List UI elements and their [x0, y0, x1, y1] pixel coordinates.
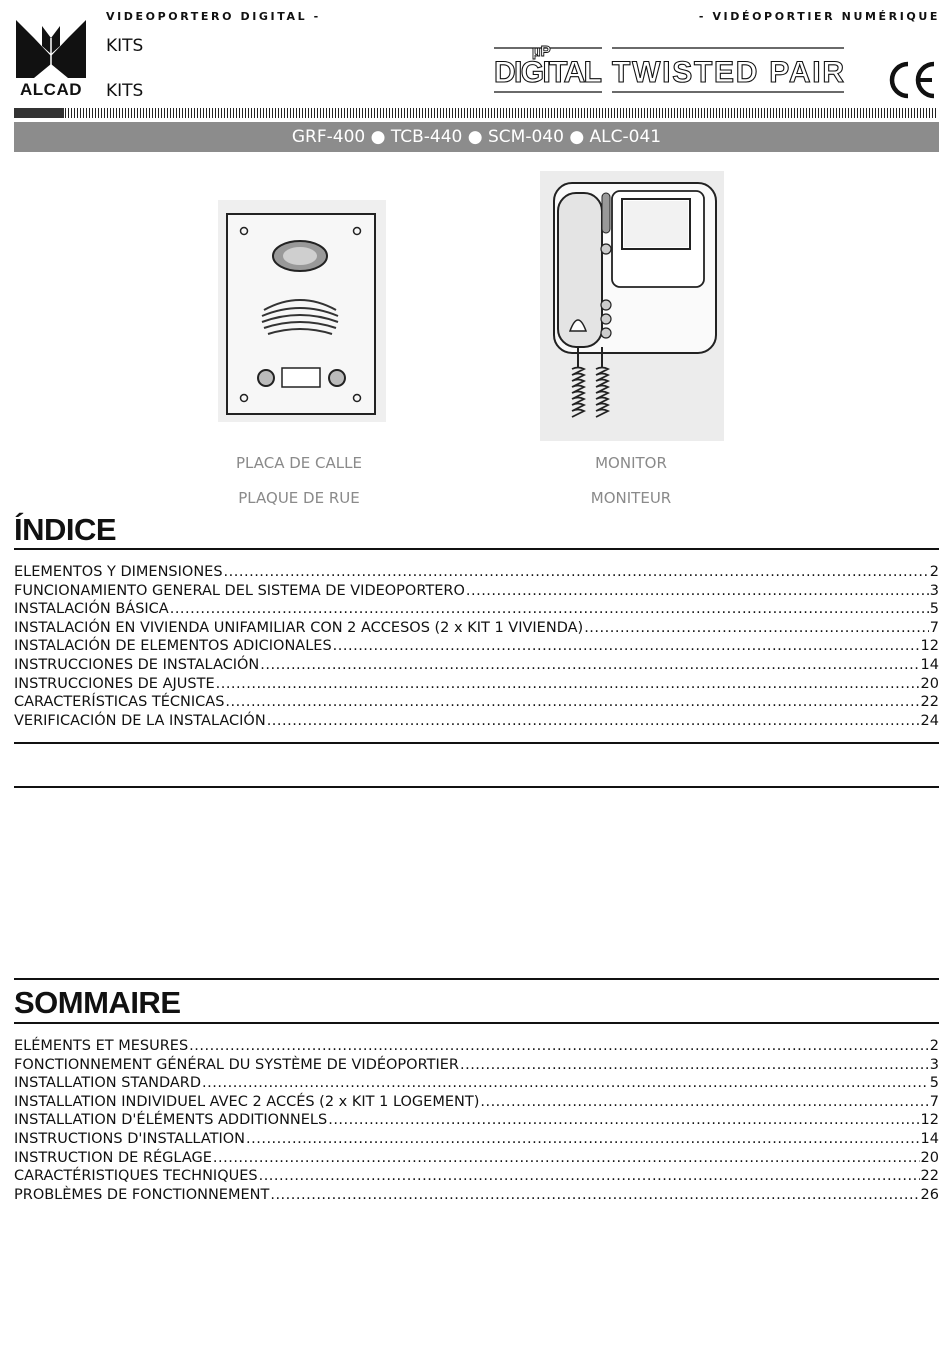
toc-fr-entry — [14, 1037, 939, 1056]
header-rule — [14, 108, 938, 118]
toc-entry-title: INSTRUCTIONS D'INSTALLATION — [14, 1130, 246, 1147]
toc-entry-page: 3 — [929, 1056, 939, 1073]
toc-entry-title: ELEMENTOS Y DIMENSIONES — [14, 564, 223, 580]
header-title-fr: - VIDÉOPORTIER NUMÉRIQUE — [698, 10, 940, 23]
ce-mark — [886, 58, 938, 102]
toc-entry-title: INSTRUCTION DE RÉGLAGE — [14, 1149, 212, 1166]
toc-es-entry — [14, 712, 939, 731]
alcad-logo-text: ALCAD — [20, 80, 82, 99]
toc-entry-page: 22 — [920, 694, 939, 711]
panel-caption-fr: PLAQUE DE RUE — [238, 489, 360, 507]
toc-es-entry — [14, 582, 939, 601]
toc-entry-page: 20 — [920, 1149, 939, 1166]
toc-entry-page: 3 — [929, 582, 939, 599]
monitor-caption-es: MONITOR — [595, 454, 667, 472]
toc-entry-page: 7 — [929, 1093, 939, 1110]
toc-entry-page: 24 — [920, 712, 939, 729]
toc-fr-entry — [14, 1149, 939, 1168]
toc-fr-list — [14, 1037, 939, 1204]
toc-entry-title: FUNCIONAMIENTO GENERAL DEL SISTEMA DE VIDEOPORTERO — [14, 582, 465, 599]
toc-es-list — [14, 563, 939, 730]
toc-fr-entry — [14, 1186, 939, 1205]
toc-es-entry — [14, 563, 939, 582]
toc-entry-title: PROBLÈMES DE FONCTIONNEMENT — [14, 1186, 270, 1203]
section-divider — [14, 786, 939, 788]
toc-entry-title: INSTRUCCIONES DE AJUSTE — [14, 675, 215, 692]
toc-fr-entry — [14, 1130, 939, 1149]
toc-es-entry — [14, 675, 939, 694]
toc-es-rule-bottom — [14, 742, 939, 744]
toc-entry-title: CARACTERÍSTICAS TÉCNICAS — [14, 694, 225, 711]
toc-fr-rule-top — [14, 1022, 939, 1024]
toc-es-entry — [14, 600, 939, 619]
toc-entry-page: 12 — [920, 1112, 939, 1129]
toc-fr-entry — [14, 1093, 939, 1112]
svg-text:TWISTED PAIR: TWISTED PAIR — [612, 56, 844, 89]
toc-fr-entry — [14, 1167, 939, 1186]
toc-es-entry — [14, 619, 939, 638]
toc-entry-page: 20 — [920, 675, 939, 692]
street-panel-illustration — [218, 200, 386, 422]
toc-entry-title: INSTALLATION INDIVIDUEL AVEC 2 ACCÉS (2 x KIT 1 LOGEMENT) — [14, 1093, 480, 1110]
monitor-illustration — [540, 171, 724, 441]
toc-entry-page: 12 — [920, 638, 939, 655]
toc-entry-page: 22 — [920, 1168, 939, 1185]
toc-es-entry — [14, 693, 939, 712]
toc-es-entry — [14, 656, 939, 675]
digital-twisted-pair-logo — [490, 38, 850, 98]
toc-entry-title: INSTALLATION STANDARD — [14, 1075, 202, 1092]
toc-fr-heading: SOMMAIRE — [14, 985, 181, 1020]
toc-entry-title: FONCTIONNEMENT GÉNÉRAL DU SYSTÈME DE VIDÉOPORTIER — [14, 1056, 459, 1073]
toc-entry-title: INSTRUCCIONES DE INSTALACIÓN — [14, 656, 260, 673]
toc-fr-rule-above — [14, 978, 939, 980]
toc-entry-page: 5 — [929, 601, 939, 618]
toc-entry-title: INSTALACIÓN EN VIVIENDA UNIFAMILIAR CON 2 ACCESOS (2 x KIT 1 VIVIENDA) — [14, 619, 584, 636]
toc-entry-title: VERIFICACIÓN DE LA INSTALACIÓN — [14, 712, 266, 729]
toc-entry-page: 14 — [920, 1130, 939, 1147]
toc-fr-entry — [14, 1111, 939, 1130]
toc-entry-page: 14 — [920, 656, 939, 673]
toc-entry-page: 2 — [929, 564, 939, 580]
models-bar: GRF-400 ● TCB-440 ● SCM-040 ● ALC-041 — [14, 122, 939, 152]
toc-entry-title: ELÉMENTS ET MESURES — [14, 1038, 189, 1054]
toc-entry-title: INSTALLATION D'ÉLÉMENTS ADDITIONNELS — [14, 1112, 328, 1129]
kits-label-fr: KITS — [106, 81, 144, 101]
toc-es-rule-top — [14, 548, 939, 550]
toc-fr-entry — [14, 1056, 939, 1075]
toc-entry-page: 5 — [929, 1075, 939, 1092]
monitor-caption-fr: MONITEUR — [590, 489, 672, 507]
toc-es-heading: ÍNDICE — [14, 512, 117, 547]
header-title-es: VIDEOPORTERO DIGITAL - — [106, 10, 321, 23]
header-rule-accent — [14, 108, 64, 118]
panel-caption-es: PLACA DE CALLE — [236, 454, 362, 472]
toc-entry-title: INSTALACIÓN BÁSICA — [14, 601, 169, 618]
toc-entry-page: 2 — [929, 1038, 939, 1054]
kits-label-es: KITS — [106, 36, 144, 56]
toc-entry-page: 26 — [920, 1186, 939, 1203]
toc-fr-entry — [14, 1074, 939, 1093]
toc-entry-title: INSTALACIÓN DE ELEMENTOS ADICIONALES — [14, 638, 332, 655]
toc-entry-page: 7 — [929, 619, 939, 636]
svg-text:DIGITAL: DIGITAL — [494, 56, 602, 89]
toc-es-entry — [14, 637, 939, 656]
svg-text:µP: µP — [532, 43, 551, 60]
toc-entry-title: CARACTÉRISTIQUES TECHNIQUES — [14, 1168, 258, 1185]
